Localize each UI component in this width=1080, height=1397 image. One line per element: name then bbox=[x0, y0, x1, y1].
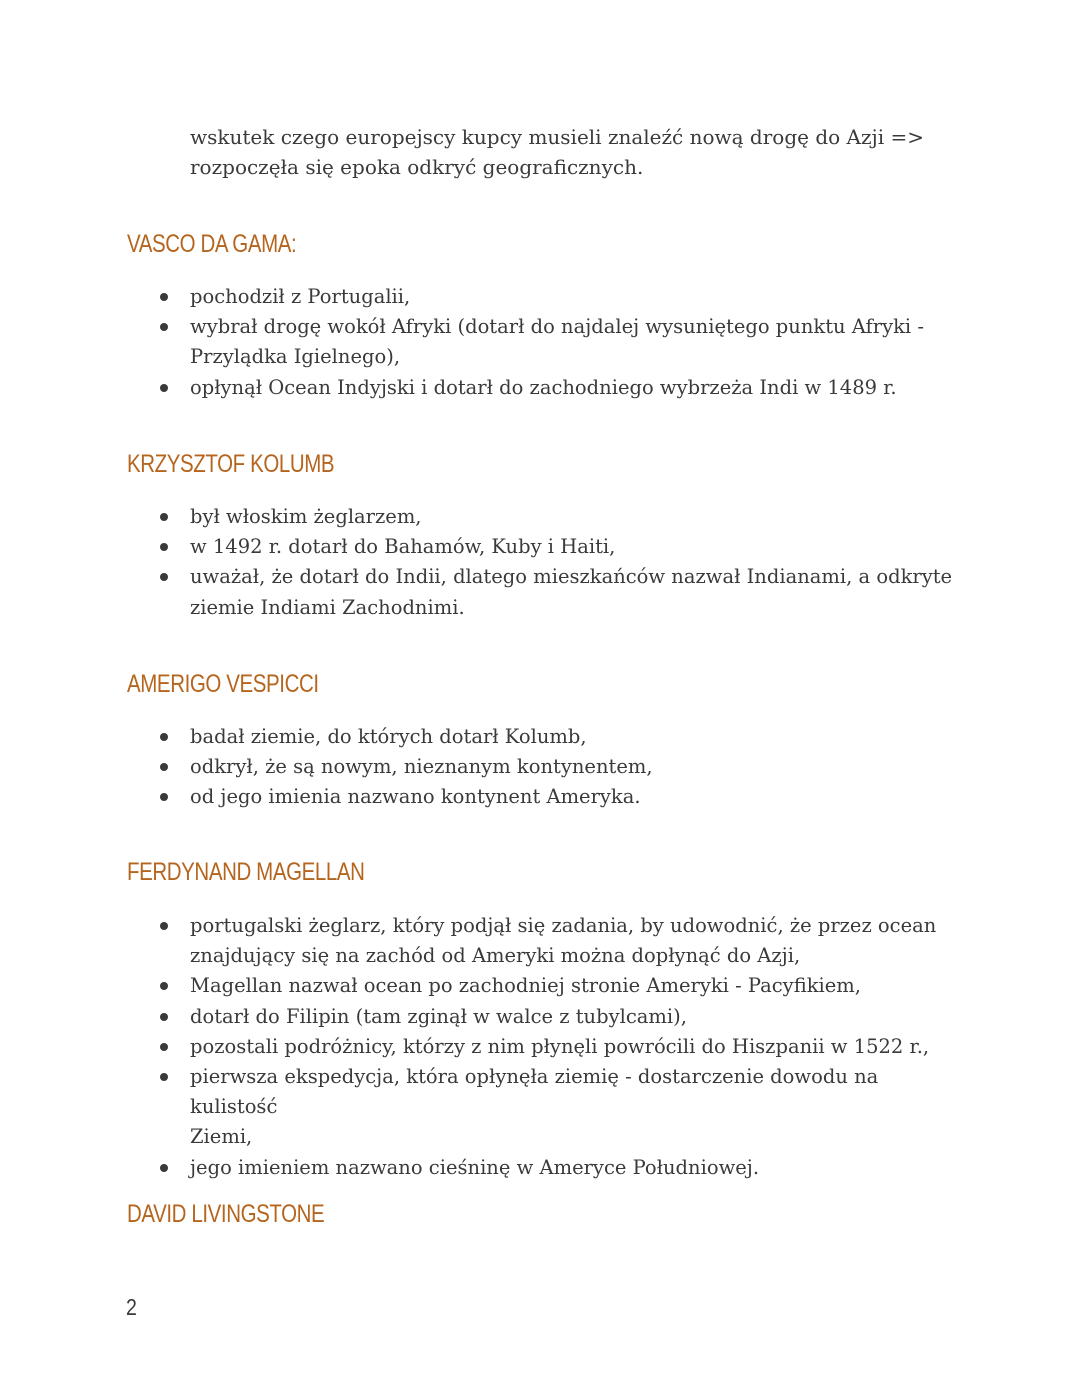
section-title-amerigo-vespicci: AMERIGO VESPICCI bbox=[127, 670, 319, 698]
list-item: badał ziemie, do których dotarł Kolumb, bbox=[190, 722, 970, 752]
list-item: pierwsza ekspedycja, która opłynęła ziemię - dostarczenie dowodu na kulistość Ziemi, bbox=[190, 1062, 970, 1153]
section-title-ferdynand-magellan: FERDYNAND MAGELLAN bbox=[127, 858, 365, 886]
bullet-list-vasco-da-gama bbox=[190, 282, 970, 403]
list-item: portugalski żeglarz, który podjął się zadania, by udowodnić, że przez ocean znajdujący się na zachód od Ameryki można dopłynąć do Azji, bbox=[190, 911, 970, 971]
list-item: pozostali podróżnicy, którzy z nim płynęli powrócili do Hiszpanii w 1522 r., bbox=[190, 1032, 970, 1062]
intro-line: rozpoczęła się epoka odkryć geograficznych. bbox=[190, 155, 644, 179]
section-title-vasco-da-gama: VASCO DA GAMA: bbox=[127, 230, 297, 258]
list-item: był włoskim żeglarzem, bbox=[190, 502, 970, 532]
list-item: pochodził z Portugalii, bbox=[190, 282, 970, 312]
list-item: dotarł do Filipin (tam zginął w walce z tubylcami), bbox=[190, 1002, 970, 1032]
list-item: w 1492 r. dotarł do Bahamów, Kuby i Haiti, bbox=[190, 532, 970, 562]
list-item: jego imieniem nazwano cieśninę w Ameryce Południowej. bbox=[190, 1153, 970, 1183]
list-item: Magellan nazwał ocean po zachodniej stronie Ameryki - Pacyfikiem, bbox=[190, 971, 970, 1001]
list-item: uważał, że dotarł do Indii, dlatego mieszkańców nazwał Indianami, a odkryte ziemie Indiami Zachodnimi. bbox=[190, 562, 970, 622]
list-item: od jego imienia nazwano kontynent Ameryka. bbox=[190, 782, 970, 812]
list-item: opłynął Ocean Indyjski i dotarł do zachodniego wybrzeża Indi w 1489 r. bbox=[190, 373, 970, 403]
bullet-list-amerigo-vespicci bbox=[190, 722, 970, 813]
section-title-david-livingstone: DAVID LIVINGSTONE bbox=[127, 1200, 325, 1228]
page-number: 2 bbox=[126, 1294, 137, 1320]
list-item: wybrał drogę wokół Afryki (dotarł do najdalej wysuniętego punktu Afryki - Przylądka Igielnego), bbox=[190, 312, 970, 372]
section-title-krzysztof-kolumb: KRZYSZTOF KOLUMB bbox=[127, 450, 335, 478]
bullet-list-krzysztof-kolumb bbox=[190, 502, 970, 623]
list-item: odkrył, że są nowym, nieznanym kontynentem, bbox=[190, 752, 970, 782]
bullet-list-ferdynand-magellan bbox=[190, 911, 970, 1183]
intro-line: wskutek czego europejscy kupcy musieli znaleźć nową drogę do Azji => bbox=[190, 125, 924, 149]
intro-paragraph bbox=[190, 122, 990, 182]
